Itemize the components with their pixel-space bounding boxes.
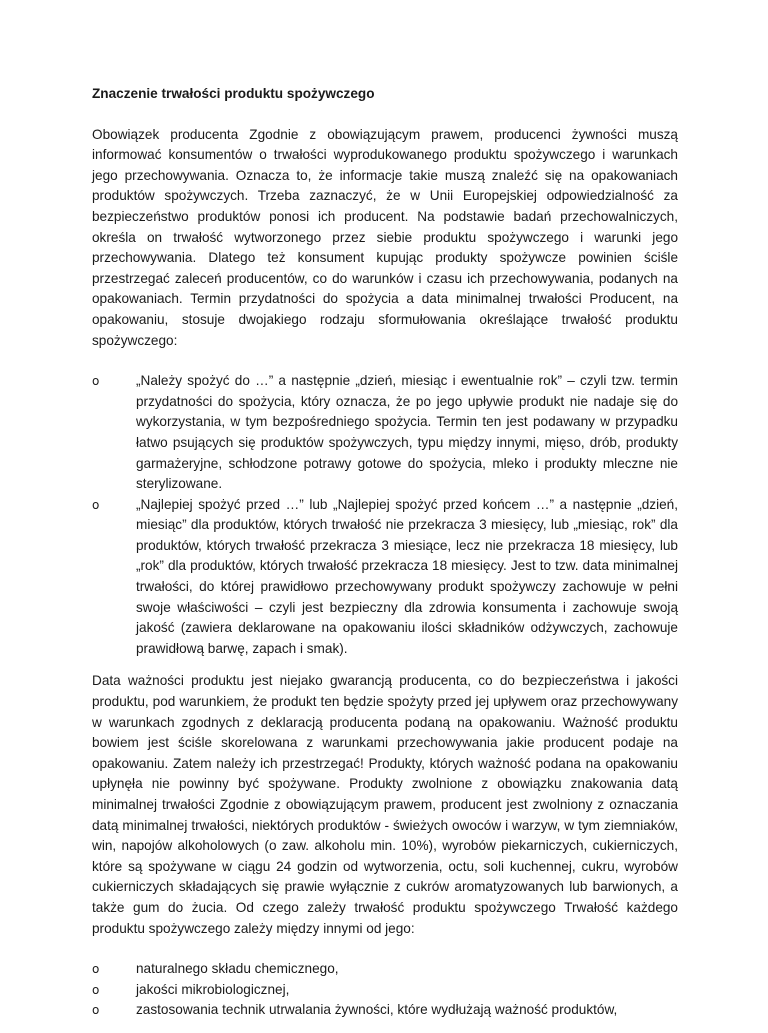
shelf-life-factors-list bbox=[92, 959, 678, 1021]
list-item bbox=[92, 1000, 678, 1021]
list-item-text: jakości mikrobiologicznej, bbox=[136, 981, 290, 997]
bullet-marker: o bbox=[92, 374, 100, 389]
list-item bbox=[92, 980, 678, 1001]
bullet-marker: o bbox=[92, 962, 100, 977]
list-item bbox=[92, 959, 678, 980]
paragraph-expiry: Data ważności produktu jest niejako gwarancją producenta, co do bezpieczeństwa i jakości produktu, pod warunkiem, że produkt ten będzie spożyty przed jej upływem oraz przechowywany w warunkach zgodnych z deklaracją producenta podaną na opakowaniu. Ważność produktu bowiem jest ściśle skorelowana z warunkami przechowywania jakie producent podaje na opakowaniu. Zatem należy ich przestrzegać! Produkty, których ważność podana na opakowaniu upłynęła nie powinny być spożywane. Produkty zwolnione z obowiązku znakowania datą minimalnej trwałości Zgodnie z obowiązującym prawem, producent jest zwolniony z oznaczania datą minimalnej trwałości, niektórych produktów - świeżych owoców i warzyw, w tym ziemniaków, win, napojów alkoholowych (o zaw. alkoholu min. 10%), wyrobów piekarniczych, cukierniczych, które są spożywane w ciągu 24 godzin od wytworzenia, octu, soli kuchennej, cukru, wyrobów cukierniczych składających się prawie wyłącznie z cukrów aromatyzowanych lub barwionych, a także gum do żucia. Od czego zależy trwałość produktu spożywczego Trwałość każdego produktu spożywczego zależy między innymi od jego: bbox=[92, 673, 678, 936]
list-item bbox=[92, 495, 678, 660]
paragraph-intro: Obowiązek producenta Zgodnie z obowiązującym prawem, producenci żywności muszą informować konsumentów o trwałości wyprodukowanego produktu spożywczego i warunkach jego przechowywania. Oznacza to, że informacje takie muszą znaleźć się na opakowaniach produktów spożywczych. Trzeba zaznaczyć, że w Unii Europejskiej odpowiedzialność za bezpieczeństwo produktów ponosi ich producent. Na podstawie badań przechowalniczych, określa on trwałość wytworzonego przez siebie produktu spożywczego i warunki jego przechowywania. Dlatego też konsument kupując produkty spożywcze powinien ściśle przestrzegać zaleceń producentów, co do warunków i czasu ich przechowywania, podanych na opakowaniach. Termin przydatności do spożycia a data minimalnej trwałości Producent, na opakowaniu, stosuje dwojakiego rodzaju sformułowania określające trwałość produktu spożywczego: bbox=[92, 126, 678, 348]
document-title: Znaczenie trwałości produktu spożywczego bbox=[92, 86, 375, 101]
bullet-marker: o bbox=[92, 1003, 100, 1018]
list-item bbox=[92, 371, 678, 495]
bullet-marker: o bbox=[92, 982, 100, 997]
list-item-text: naturalnego składu chemicznego, bbox=[136, 961, 339, 977]
list-item-text: zastosowania technik utrwalania żywności, które wydłużają ważność produktów, bbox=[136, 1002, 618, 1018]
list-item-text: „Należy spożyć do …” a następnie „dzień, miesiąc i ewentualnie rok” – czyli tzw. termin przydatności do spożycia, który oznacza, że po jego upływie produkt nie nadaje się do wykorzystania, w tym bezpośredniego spożycia. Termin ten jest podawany w przypadku łatwo psujących się produktów spożywczych, typu między innymi, mięso, drób, produkty garmażeryjne, schłodzone potrawy gotowe do spożycia, mleko i produkty mleczne nie sterylizowane. bbox=[136, 373, 678, 492]
document-page bbox=[92, 84, 678, 1033]
bullet-marker: o bbox=[92, 497, 100, 512]
date-formulation-list bbox=[92, 371, 678, 659]
list-item-text: „Najlepiej spożyć przed …” lub „Najlepiej spożyć przed końcem …” a następnie „dzień, miesiąc” dla produktów, których trwałość nie przekracza 3 miesięcy, lub „miesiąc, rok” dla produktów, których trwałość przekracza 3 miesiące, lecz nie przekracza 18 miesięcy, lub „rok” dla produktów, których trwałość przekracza 18 miesięcy. Jest to tzw. data minimalnej trwałości, do której prawidłowo przechowywany produkt spożywczy zachowuje w pełni swoje właściwości – czyli jest bezpieczny dla zdrowia konsumenta i zachowuje swoją jakość (zawiera deklarowane na opakowaniu ilości składników odżywczych, zachowuje prawidłową barwę, zapach i smak). bbox=[136, 496, 678, 656]
